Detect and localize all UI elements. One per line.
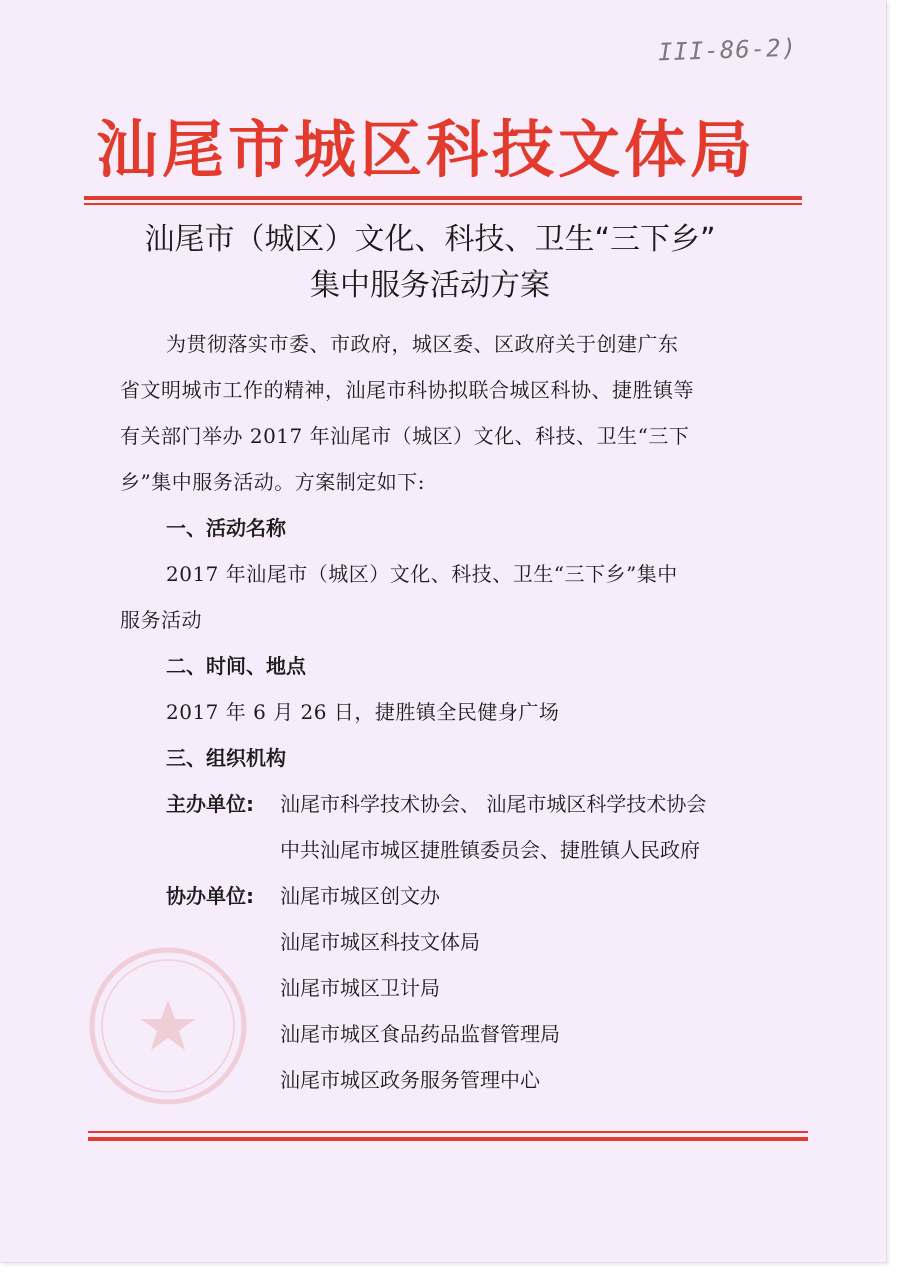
section2-line1: 2017 年 6 月 26 日，捷胜镇全民健身广场 bbox=[166, 700, 560, 724]
section2-heading: 二、时间、地点 bbox=[166, 654, 306, 678]
footer-rule-thick bbox=[88, 1137, 808, 1141]
co-item: 汕尾市城区政务服务管理中心 bbox=[280, 1068, 540, 1092]
doc-title-line2: 集中服务活动方案 bbox=[310, 268, 550, 303]
seal-stamp-icon bbox=[86, 944, 250, 1108]
section1-line1: 2017 年汕尾市（城区）文化、科技、卫生“三下乡”集中 bbox=[166, 562, 678, 586]
host-label: 主办单位: bbox=[166, 792, 254, 816]
section1-heading: 一、活动名称 bbox=[166, 516, 286, 540]
letterhead-rule-thin bbox=[84, 203, 802, 205]
co-item: 汕尾市城区卫计局 bbox=[280, 976, 440, 1000]
letterhead-title: 汕尾市城区科技文体局 bbox=[96, 113, 757, 186]
intro-line1: 为贯彻落实市委、市政府，城区委、区政府关于创建广东 bbox=[166, 332, 679, 356]
co-item: 汕尾市城区创文办 bbox=[280, 884, 440, 908]
co-item: 汕尾市城区科技文体局 bbox=[280, 930, 480, 954]
host-line2: 中共汕尾市城区捷胜镇委员会、捷胜镇人民政府 bbox=[280, 838, 700, 862]
host-line1: 汕尾市科学技术协会、 汕尾市城区科学技术协会 bbox=[280, 792, 707, 816]
co-item: 汕尾市城区食品药品监督管理局 bbox=[280, 1022, 560, 1046]
intro-line4: 乡”集中服务活动。方案制定如下: bbox=[120, 470, 425, 494]
co-label: 协办单位: bbox=[166, 884, 254, 908]
footer-rule-thin bbox=[88, 1131, 808, 1133]
section1-line2: 服务活动 bbox=[120, 608, 202, 632]
letterhead-rule-thick bbox=[84, 196, 802, 200]
intro-line2: 省文明城市工作的精神，汕尾市科协拟联合城区科协、捷胜镇等 bbox=[120, 378, 694, 402]
doc-title-line1: 汕尾市（城区）文化、科技、卫生“三下乡” bbox=[144, 222, 716, 257]
section3-heading: 三、组织机构 bbox=[166, 746, 286, 770]
archive-number: III-86-2) bbox=[657, 33, 798, 67]
intro-line3: 有关部门举办 2017 年汕尾市（城区）文化、科技、卫生“三下 bbox=[120, 424, 690, 448]
